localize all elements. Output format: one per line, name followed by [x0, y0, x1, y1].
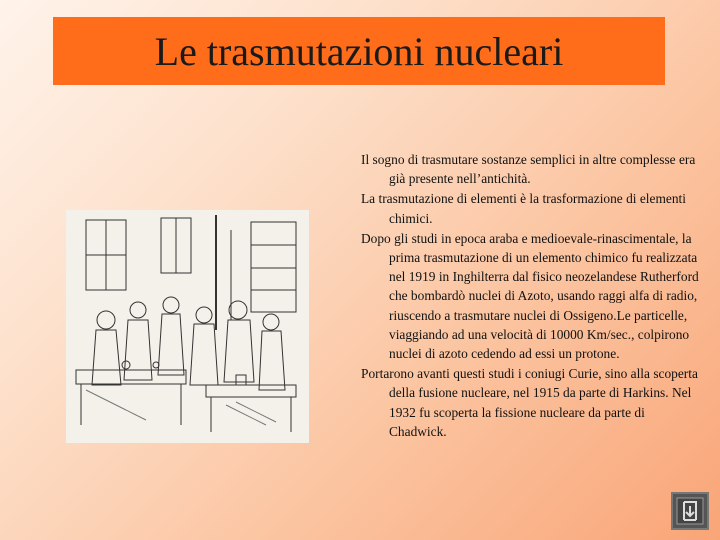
laboratory-sketch-illustration	[66, 210, 309, 443]
return-icon	[673, 494, 707, 528]
paragraph: Portarono avanti questi studi i coniugi Curie, sino alla scoperta della fusione nucleare, nel 1915 da parte di Harkins. Nel 1932 fu scoperta la fissione nucleare da parte di Chadwick.	[361, 366, 698, 439]
paragraph: Il sogno di trasmutare sostanze semplici in altre complesse era già presente nell’antichità.	[361, 152, 696, 187]
return-button[interactable]	[671, 492, 709, 530]
paragraph: La trasmutazione di elementi è la trasformazione di elementi chimici.	[361, 191, 686, 226]
title-banner	[53, 17, 665, 85]
sketch-drawing	[66, 210, 309, 443]
slide-title: Le trasmutazioni nucleari	[154, 28, 564, 74]
paragraph: Dopo gli studi in epoca araba e medioevale-rinascimentale, la prima trasmutazione di un elemento chimico fu realizzata nel 1919 in Inghilterra dal fisico neozelandese Rutherford che bombardò nuclei di Azoto, usando raggi alfa di radio, riuscendo a trasmutare nuclei di Ossigeno.Le particelle, viaggiando ad una velocità di 10000 Km/sec., colpirono nuclei di azoto cedendo ad essi un protone.	[361, 230, 699, 362]
body-text	[361, 150, 701, 442]
